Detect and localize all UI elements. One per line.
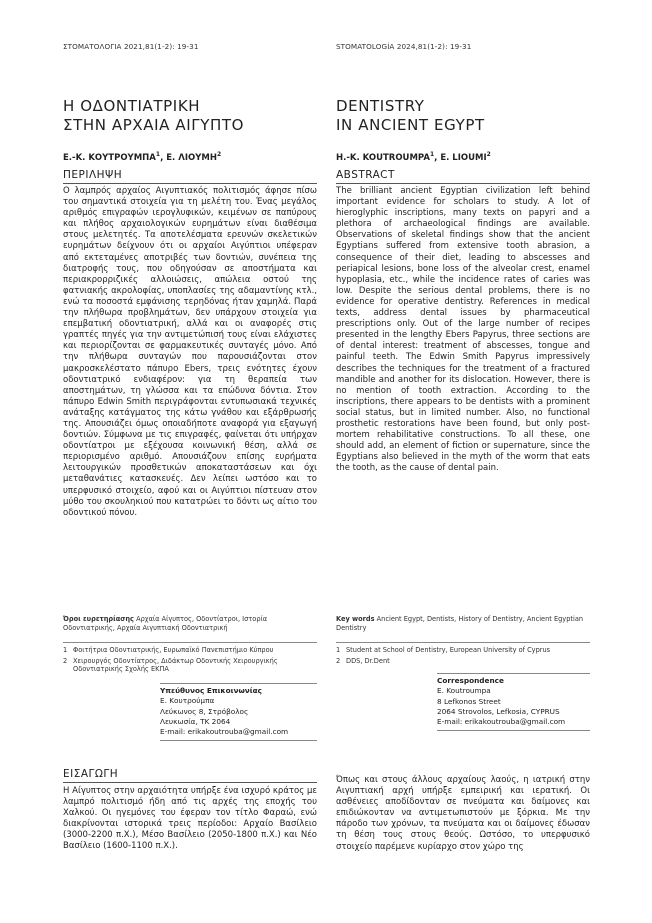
running-header-greek: ΣΤΟΜΑΤΟΛΟΓΙΑ 2021,81(1-2): 19-31 <box>63 42 199 51</box>
english-keywords <box>336 615 590 632</box>
greek-author-2: , Ε. ΛΙΟΥΜΗ <box>160 152 217 163</box>
english-correspondence <box>437 673 590 731</box>
greek-title <box>63 97 244 135</box>
greek-corr-street: Λεύκωνος 8, Στρόβολος <box>160 706 249 716</box>
english-abstract-heading: ABSTRACT <box>336 169 395 181</box>
english-corr-street: 8 Lefkonos Street <box>437 696 501 706</box>
greek-keywords-label: Όροι ευρετηρίασης <box>63 615 134 623</box>
intro-rule <box>63 782 317 783</box>
footnote-mark: 1 <box>336 646 341 654</box>
english-keywords-label: Key words <box>336 615 375 623</box>
english-author-1-mark: 1 <box>429 151 435 158</box>
english-title <box>336 97 485 135</box>
greek-corr-title: Υπεύθυνος Επικοινωνίας <box>160 686 262 695</box>
greek-corr-email[interactable]: E-mail: erikakoutrouba@gmail.com <box>160 727 289 737</box>
running-header-english: STOMATOLOGÍA 2024,81(1-2): 19-31 <box>336 42 472 51</box>
footnote-text: Φοιτήτρια Οδοντιατρικής, Ευρωπαϊκό Πανεπιστήμιο Κύπρου <box>73 646 274 654</box>
greek-author-1-mark: 1 <box>155 151 161 158</box>
english-corr-rule-bottom <box>437 730 590 731</box>
greek-abstract-text: Ο λαμπρός αρχαίος Αιγυπτιακός πολιτισμός άφησε πίσω του σημαντικά στοιχεία για τη μελέτη του. Ένας μεγάλος αριθμός επιγραφών ιερογλυφικών, κειμένων σε παπύρους και πλήθος αρχαιολογικών ευρημάτων είναι διαθέσιμα στους μελετητές. Τα αποτελέσματα ερευνών σκελετικών ευρημάτων δείχνουν ότι οι αρχαίοι Αιγύπτιοι υπέφεραν από εκτεταμένες αποτριβές των δοντιών, συνέπεια της διατροφής τους, που οδηγούσαν σε αποστήματα και περιακρορριζικές αλλοιώσεις, απώλεια οστού της φατνιακής ακρολοφίας, υποπλασίες της αδαμαντίνης κτλ., ενώ τα ποσοστά εμφάνισης τερηδόνας ήταν χαμηλά. Παρά την πλήθωρα προβλημάτων, δεν υπάρχουν στοιχεία για επεμβατική οδοντιατρική, αλλά και οι αναφορές στις γραπτές πηγές για την αντιμετώπισή τους είναι ελάχιστες και περιορίζονται σε φαρμακευτικές συνταγές μόνο. Από την πλήθωρα συνταγών που παρουσιάζονται στον μακροσκελέστατο πάπυρο Ebers, τρεις ενότητες έχουν οδοντιατρικό ενδιαφέρον: για τη θεραπεία των αποστημάτων, τη γλώσσα και τα επώδυνα δόντια. Στον πάπυρο Edwin Smith περιγράφονται εντυπωσιακά τεχνικές ανάταξης κατάγματος της κάτω γνάθου και εξάρθρωσής της. Απουσιάζει όμως οποιαδήποτε αναφορά για εξαγωγή δοντιών. Σύμφωνα με τις επιγραφές, φαίνεται ότι υπήρχαν οδοντίατροι με εξέχουσα κοινωνική θέση, αλλά σε περιορισμένο αριθμό. Απουσιάζουν επίσης ευρήματα λειτουργικών προσθετικών αποκαταστάσεων και όχι μεταθανάτιες κατασκευές. Δεν λείπει ωστόσο και το υπερφυσικό στοιχείο, αφού και οι Αιγύπτιοι πίστευαν στον μύθο του σκουληκιού που κατατρώει το δόντι ως αίτιο του οδοντικού πόνου. <box>63 186 317 518</box>
greek-authors <box>63 151 221 163</box>
greek-footnote-rule <box>63 642 317 643</box>
english-abstract-rule <box>336 183 590 184</box>
footnote-text: Χειρουργός Οδοντίατρος, Διδάκτωρ Οδοντικής Χειρουργικής Οδοντιατρικής Σχολής ΕΚΠΑ <box>73 656 278 674</box>
greek-footnote-1 <box>63 646 317 655</box>
footnote-text: DDS, Dr.Dent <box>346 656 390 665</box>
greek-corr-city: Λευκωσία, ΤΚ 2064 <box>160 716 231 726</box>
english-title-line1: DENTISTRY <box>336 97 425 115</box>
greek-keywords-text: Αρχαία Αίγυπτος, Οδοντίατροι, Ιστορία Οδοντιατρικής, Αρχαία Αιγυπτιακή Οδοντιατρική <box>63 615 268 632</box>
greek-footnotes <box>63 646 317 674</box>
english-footnotes <box>336 646 590 665</box>
english-footnote-2 <box>336 657 590 666</box>
english-authors <box>336 151 491 163</box>
english-abstract-text: The brilliant ancient Egyptian civilization left behind important evidence for scholars to study. A lot of hieroglyphic inscriptions, many texts on papyri and a plethora of archaeological findings are available. Observations of skeletal findings show that the ancient Egyptians suffered from extensive tooth abrasion, a consequence of their diet, leading to abscesses and periapical lesions, bone loss of the alveolar crest, enamel hypoplasia, etc., while the incidence rates of caries was low. Despite the serious dental problems, there is no evidence for operative dentistry. References in medical texts, address dental issues by pharmaceutical prescriptions only. Out of the large number of recipes presented in the lengthy Ebers Papyrus, three sections are of dental interest: treatment of abscesses, tongue and painful teeth. The Edwin Smith Papyrus impressively describes the techniques for the treatment of a fractured mandible and another for its dislocation. However, there is no mention of tooth extraction. According to the inscriptions, there appears to be dentists with a prominent social status, but in limited number. Also, no functional prosthetic restorations have been found, but only post-mortem rehabilitative constructions. To all these, one should add, an element of fiction or supernature, since the Egyptians also believed in the myth of the worm that eats the tooth, as the cause of dental pain. <box>336 186 590 474</box>
english-title-line2: IN ANCIENT EGYPT <box>336 116 485 134</box>
greek-footnote-2 <box>63 657 317 674</box>
english-footnote-1 <box>336 646 590 655</box>
english-author-2-mark: 2 <box>486 151 491 158</box>
greek-title-line2: ΣΤΗΝ ΑΡΧΑΙΑ ΑΙΓΥΠΤΟ <box>63 116 245 134</box>
greek-correspondence <box>160 683 317 741</box>
greek-keywords <box>63 615 317 632</box>
footnote-mark: 1 <box>63 646 68 654</box>
greek-abstract-rule <box>63 183 317 184</box>
greek-title-line1: Η ΟΔΟΝΤΙΑΤΡΙΚΗ <box>63 97 201 115</box>
footnote-mark: 2 <box>63 656 68 665</box>
greek-corr-name: Ε. Κουτρούμπα <box>160 696 215 706</box>
english-author-1: H.-K. KOUTROUMPA <box>336 152 430 163</box>
intro-heading: ΕΙΣΑΓΩΓΗ <box>63 768 119 780</box>
english-keywords-text: Ancient Egypt, Dentists, History of Dentistry, Ancient Egyptian Dentistry <box>336 615 584 632</box>
english-corr-rule-top <box>437 673 590 674</box>
english-footnote-rule <box>336 642 590 643</box>
greek-corr-rule-top <box>160 683 317 684</box>
english-corr-city: 2064 Strovolos, Lefkosia, CYPRUS <box>437 706 560 716</box>
greek-abstract-heading: ΠΕΡΙΛΗΨΗ <box>63 169 123 181</box>
intro-continued-text: Όπως και στους άλλους αρχαίους λαούς, η ιατρική στην Αιγυπτιακή αρχή υπήρξε εμπειρική και ιερατική. Οι ασθένειες αποδίδονταν σε πνεύματα και δαίμονες και επιδιώκονταν να αντιμετωπιστούν με ξόρκια. Με την πάροδο των χρόνων, τα πνεύματα και οι δαίμονες έδωσαν τη θέση τους στους θεούς. Ωστόσο, το υπερφυσικό στοιχείο παρέμενε κυρίαρχο στον χώρο της <box>336 775 590 852</box>
greek-author-2-mark: 2 <box>216 151 222 158</box>
greek-author-1: Ε.-Κ. ΚΟΥΤΡΟΥΜΠΑ <box>63 152 156 163</box>
english-corr-title: Correspondence <box>437 676 504 685</box>
footnote-text: Student at School of Dentistry, European University of Cyprus <box>346 646 551 654</box>
english-author-2: , E. LIOUMI <box>434 152 487 163</box>
greek-corr-rule-bottom <box>160 740 317 741</box>
intro-text: Η Αίγυπτος στην αρχαιότητα υπήρξε ένα ισχυρό κράτος με λαμπρό πολιτισμό ήδη από τις αρχές της εποχής του Χαλκού. Οι ηγεμόνες του έφεραν τον τίτλο Φαραώ, ενώ διακρίνονται ιστορικά τρεις περίοδοι: Αρχαίο Βασίλειο (3000-2200 π.Χ.), Μέσο Βασίλειο (2050-1800 π.Χ.) και Νέο Βασίλειο (1600-1100 π.Χ.). <box>63 786 317 852</box>
english-corr-email[interactable]: E-mail: erikakoutrouba@gmail.com <box>437 717 566 727</box>
english-corr-name: E. Koutroumpa <box>437 686 491 696</box>
footnote-mark: 2 <box>336 656 341 665</box>
